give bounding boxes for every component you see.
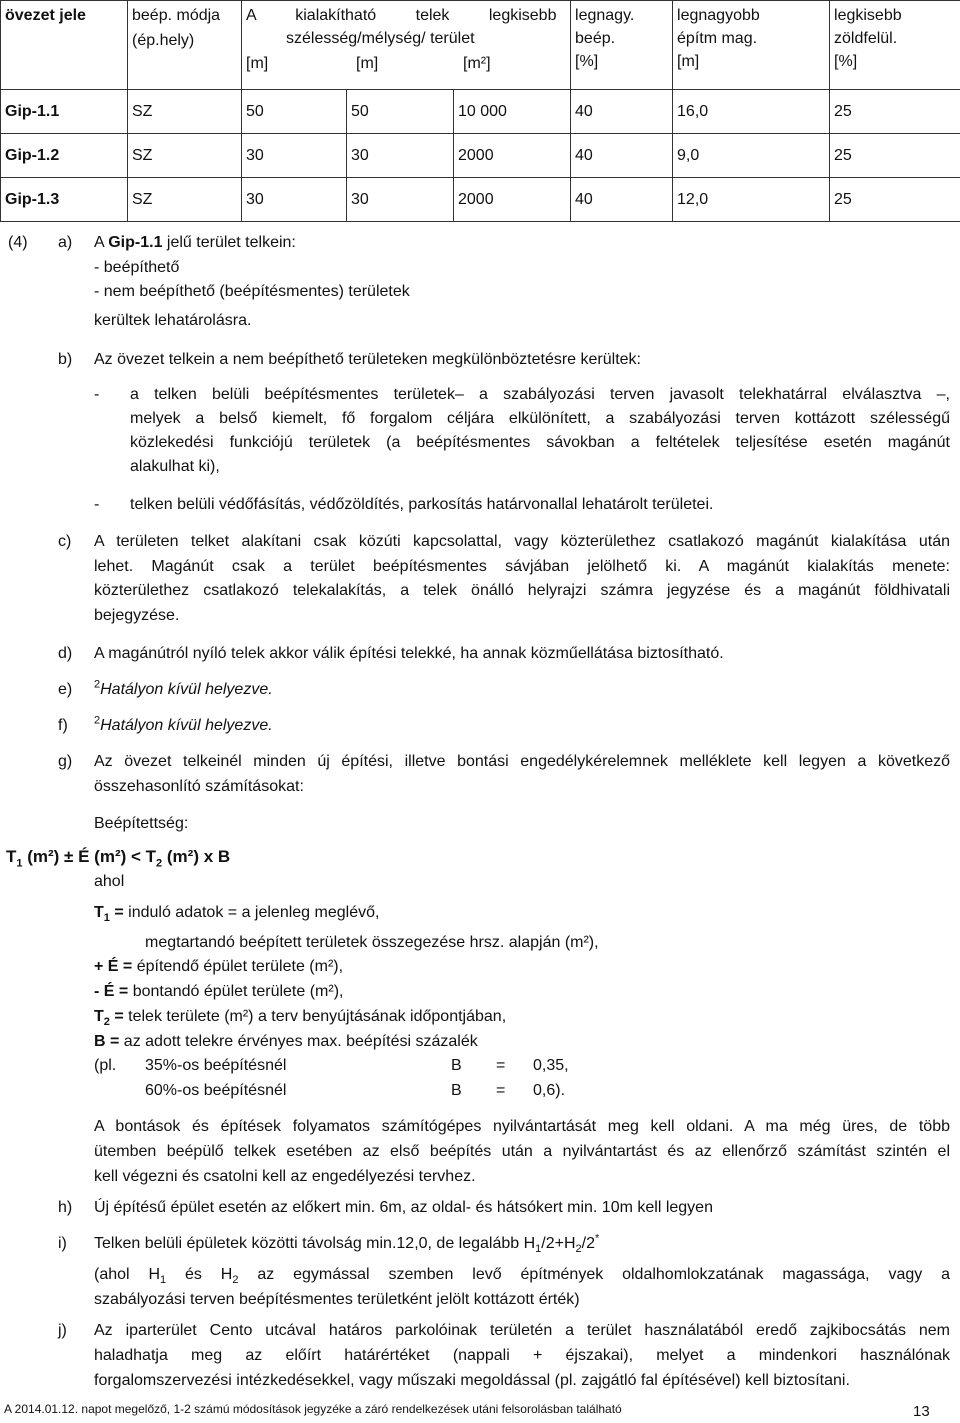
item-c-line4: bejegyzése.: [94, 607, 180, 624]
item-i-line2: [94, 1263, 950, 1287]
def-text: bontandó épület területe (m²),: [132, 983, 344, 1000]
item-g-line1: Az övezet telkeinél minden új építési, illetve bontási engedélykérelemnek melléklete kell legyen a következő: [94, 753, 950, 770]
table-row: [1, 178, 960, 222]
cell-height: 12,0: [673, 178, 830, 222]
page-number: 13: [913, 1403, 930, 1420]
header-height-line1: legnagyobb: [677, 7, 760, 24]
header-plot-line1: [246, 4, 566, 27]
table-row: [1, 134, 960, 178]
item-i-text: /2+H: [541, 1235, 576, 1252]
item-b-bullet-1-line3: közlekedési funkciójú területek (a beépítésmentes sávokban a feltételek teljesítése esetén magánút: [130, 434, 950, 451]
example-1-value: 0,35,: [533, 1057, 569, 1074]
section-number: (4): [8, 234, 28, 251]
item-e-text: [94, 678, 273, 702]
cell-green: 25: [830, 134, 960, 178]
unit-width: [m]: [246, 55, 269, 72]
item-i-text: (ahol H: [94, 1266, 161, 1283]
coverage-label: Beépítettség:: [94, 815, 189, 832]
example-2-text: 60%-os beépítésnél: [145, 1082, 287, 1099]
formula-end: (m²) x B: [162, 847, 231, 866]
footnote-ref: 2: [94, 714, 101, 727]
zone-parameters-table: [0, 0, 960, 222]
header-height-line2: építm mag.: [677, 30, 758, 47]
item-b-dash-1: -: [94, 386, 100, 403]
def-text: építendő épület területe (m²),: [136, 958, 344, 975]
def-text: telek területe (m²) a terv benyújtásának időpontjában,: [128, 1008, 507, 1025]
item-marker-d: d): [58, 645, 73, 662]
def-text: induló adatok = a jelenleg meglévő,: [128, 904, 380, 921]
cell-area: 10 000: [454, 90, 571, 134]
item-a-zone-code: Gip-1.1: [108, 234, 163, 251]
footer-note: A 2014.01.12. napot megelőző, 1-2 számú módosítások jegyzéke a záró rendelkezések utáni felsorolásban található: [4, 1402, 622, 1416]
item-a-rest: jelű terület telkein:: [162, 234, 296, 251]
unit-depth: [m]: [356, 55, 379, 72]
example-1-text: 35%-os beépítésnél: [145, 1057, 287, 1074]
def-plus-e: [94, 955, 343, 979]
example-1-eq: =: [496, 1057, 506, 1074]
item-b-dash-2: -: [94, 496, 100, 513]
sub-2: 2: [575, 1243, 582, 1256]
cell-coverage: 40: [571, 90, 673, 134]
item-c-line3: közterülethez csatlakozó telekalakítás, a telek önálló helyrajzi számra jegyzése és a magánút földhivatali: [94, 582, 950, 599]
cell-mode: SZ: [128, 134, 242, 178]
item-c-line2: lehet. Magánút csak a terület beépítésmentes sávjában jelölhető ki. A magánút kialakítás menete:: [94, 558, 950, 575]
cell-depth: 50: [347, 90, 454, 134]
cell-height: 16,0: [673, 90, 830, 134]
example-2-eq: =: [496, 1082, 506, 1099]
header-mode: [128, 1, 242, 90]
formula-where: ahol: [94, 873, 125, 890]
item-c-line1: A területen telket alakítani csak közúti kapcsolattal, vagy közterülethez csatlakozó magánút kialakítása után: [94, 533, 950, 550]
def-eq: =: [109, 904, 129, 921]
formula-mid: (m²) ± É (m²) < T: [22, 847, 157, 866]
footnote-ref: 2: [94, 678, 101, 691]
def-b: [94, 1030, 478, 1054]
sub-1: 1: [535, 1243, 542, 1256]
cell-coverage: 40: [571, 178, 673, 222]
header-coverage: [571, 1, 673, 90]
cell-width: 30: [242, 134, 347, 178]
example-2-b: B: [451, 1082, 462, 1099]
def-t1: [94, 901, 379, 925]
item-marker-f: f): [58, 717, 68, 734]
def-symbol: + É =: [94, 958, 137, 975]
item-i-text: /2: [581, 1235, 596, 1252]
cell-depth: 30: [347, 134, 454, 178]
item-marker-h: h): [58, 1199, 73, 1216]
header-plot-text: A kialakítható telek legkisebb: [246, 7, 557, 24]
item-marker-j: j): [58, 1322, 67, 1339]
example-2-value: 0,6).: [533, 1082, 566, 1099]
item-marker-c: c): [58, 533, 72, 550]
coverage-formula: [6, 845, 230, 869]
table-row: [1, 90, 960, 134]
item-a-dash-1: - beépíthető: [94, 259, 180, 276]
item-j-line2: haladhatja meg az előírt határértéket (nappali + éjszakai), melyet a mindenkori használónak: [94, 1347, 950, 1364]
unit-area: [m²]: [463, 55, 491, 72]
def-sub: 1: [103, 912, 110, 925]
cell-depth: 30: [347, 178, 454, 222]
header-coverage-line2: beép.: [575, 30, 616, 47]
header-mode-line2: (ép.hely): [132, 32, 195, 49]
def-sub: 2: [103, 1016, 110, 1029]
header-green-line2: zöldfelül.: [834, 30, 898, 47]
table-header-row: [1, 1, 960, 90]
item-e-repealed: Hatályon kívül helyezve.: [100, 681, 273, 698]
cell-area: 2000: [454, 178, 571, 222]
cell-zone: Gip-1.3: [1, 178, 128, 222]
item-f-text: [94, 714, 273, 738]
cell-width: 50: [242, 90, 347, 134]
def-symbol: - É =: [94, 983, 133, 1000]
cell-height: 9,0: [673, 134, 830, 178]
def-symbol: T: [94, 904, 104, 921]
formula-sub: 1: [16, 857, 23, 870]
item-a-tail: kerültek lehatárolásra.: [94, 312, 252, 329]
item-b-bullet-1-line2: melyek a belső kiemelt, fő forgalom céljára elkülönített, a szabályozási terven kottázott szélességű: [130, 410, 950, 427]
item-marker-g: g): [58, 753, 73, 770]
header-height: [673, 1, 830, 90]
item-marker-i: i): [58, 1235, 67, 1252]
formula-sub: 2: [156, 857, 163, 870]
example-1-b: B: [451, 1057, 462, 1074]
header-plot: [242, 1, 571, 90]
item-h-text: Új építésű épület esetén az előkert min. 6m, az oldal- és hátsókert min. 10m kell legyen: [94, 1199, 713, 1216]
sub-1: 1: [160, 1274, 167, 1287]
item-b-bullet-1-line4: alakulhat ki),: [130, 458, 220, 475]
item-a-prefix: A: [94, 234, 109, 251]
item-marker-b: b): [58, 351, 73, 368]
def-eq: =: [109, 1008, 129, 1025]
asterisk-ref: *: [595, 1232, 600, 1245]
def-t2: [94, 1005, 506, 1029]
example-prefix: (pl.: [94, 1057, 117, 1074]
item-b-text: Az övezet telkein a nem beépíthető területeken megkülönböztetésre kerültek:: [94, 351, 641, 368]
item-a-intro: [94, 231, 296, 255]
cell-green: 25: [830, 90, 960, 134]
header-plot-line2: szélesség/mélység/ terület: [286, 30, 475, 47]
item-g-para-line2: ütemben beépülő telkek esetében az első beépítés után a nyilvántartást és az ellenőrző számítást szintén el: [94, 1143, 950, 1160]
item-marker-e: e): [58, 681, 73, 698]
def-text: az adott telekre érvényes max. beépítési százalék: [123, 1033, 478, 1050]
header-plot-units: [246, 52, 566, 75]
item-i-text: és H: [166, 1266, 233, 1283]
header-height-unit: [m]: [677, 53, 700, 70]
cell-green: 25: [830, 178, 960, 222]
header-green: [830, 1, 960, 90]
cell-width: 30: [242, 178, 347, 222]
header-zone: övezet jele: [1, 1, 128, 90]
cell-zone: Gip-1.1: [1, 90, 128, 134]
cell-zone: Gip-1.2: [1, 134, 128, 178]
header-coverage-line1: legnagy.: [575, 7, 635, 24]
header-green-line1: legkisebb: [834, 7, 902, 24]
cell-mode: SZ: [128, 178, 242, 222]
item-j-line1: Az iparterület Cento utcával határos parkolóinak területén a terület használatából eredő zajkibocsátás nem: [94, 1322, 950, 1339]
header-mode-line1: beép. módja: [132, 7, 221, 24]
def-t1-cont: megtartandó beépített területek összegezése hrsz. alapján (m²),: [145, 934, 599, 951]
item-f-repealed: Hatályon kívül helyezve.: [100, 717, 273, 734]
header-green-unit: [%]: [834, 53, 858, 70]
item-i-line3: szabályozási terven beépítésmentes területként jelölt kottázott érték): [94, 1291, 580, 1308]
item-b-bullet-1-line1: a telken belüli beépítésmentes területek– a szabályozási terven javasolt telekhatárral elválasztva –,: [130, 386, 950, 403]
item-a-dash-2: - nem beépíthető (beépítésmentes) területek: [94, 283, 410, 300]
item-marker-a: a): [58, 234, 73, 251]
item-b-bullet-2: telken belüli védőfásítás, védőzöldítés, parkosítás határvonallal lehatárolt területei.: [130, 496, 714, 513]
item-i-text: Telken belüli épületek közötti távolság min.12,0, de legalább H: [94, 1235, 536, 1252]
item-i-text: az egymással szemben levő építmények oldalhomlokzatának magassága, vagy a: [238, 1266, 951, 1283]
def-symbol: B: [94, 1033, 106, 1050]
cell-area: 2000: [454, 134, 571, 178]
item-i-line1: [94, 1232, 599, 1256]
item-g-para-line3: kell végezni és csatolni kell az engedélyezési tervhez.: [94, 1168, 476, 1185]
def-symbol: T: [94, 1008, 104, 1025]
item-d-text: A magánútról nyíló telek akkor válik építési telekké, ha annak közműellátása biztosítható.: [94, 645, 724, 662]
cell-coverage: 40: [571, 134, 673, 178]
formula-t: T: [6, 847, 17, 866]
item-j-line3: forgalomszervezési intézkedésekkel, vagy műszaki megoldással (pl. zajgátló fal építésével) kell biztosítani.: [94, 1372, 850, 1389]
item-g-line2: összehasonlító számításokat:: [94, 778, 304, 795]
header-coverage-unit: [%]: [575, 53, 599, 70]
sub-2: 2: [232, 1274, 239, 1287]
cell-mode: SZ: [128, 90, 242, 134]
item-g-para-line1: A bontások és építések folyamatos számítógépes nyilvántartását meg kell oldani. A ma még üres, de több: [94, 1118, 950, 1135]
def-minus-e: [94, 980, 343, 1004]
def-eq: =: [105, 1033, 124, 1050]
